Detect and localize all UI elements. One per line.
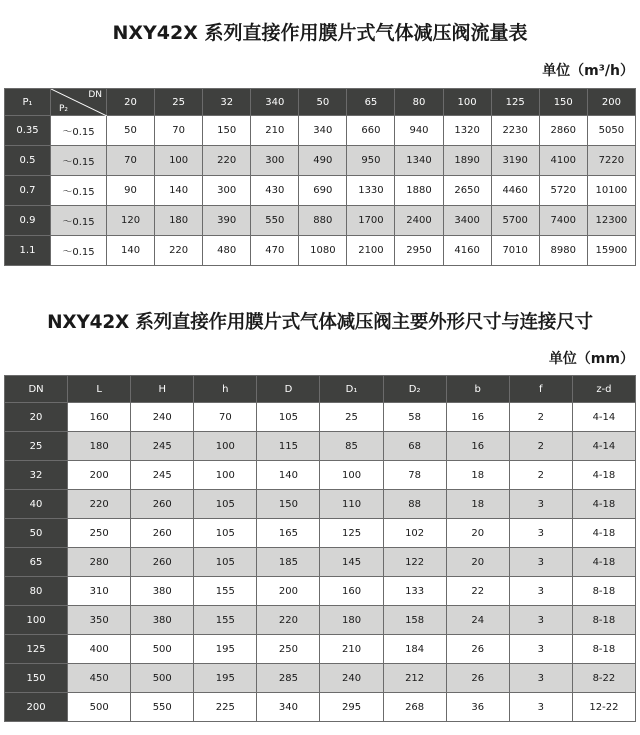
table-cell: 2 xyxy=(509,461,572,490)
table-cell: 36 xyxy=(446,693,509,722)
table-cell: 5050 xyxy=(587,116,635,146)
row-header-p1: 0.35 xyxy=(5,116,51,146)
table-cell: 3 xyxy=(509,548,572,577)
col-header: f xyxy=(509,376,572,403)
table-cell: 240 xyxy=(131,403,194,432)
dims-table-title: NXY42X 系列直接作用膜片式气体减压阀主要外形尺寸与连接尺寸 xyxy=(47,312,593,333)
table-cell: 3 xyxy=(509,606,572,635)
table-cell: 7400 xyxy=(539,206,587,236)
table-cell: 180 xyxy=(68,432,131,461)
table-cell: 3 xyxy=(509,664,572,693)
table-cell: 3 xyxy=(509,577,572,606)
table-cell: 940 xyxy=(395,116,443,146)
col-header: h xyxy=(194,376,257,403)
row-header-dn: 32 xyxy=(5,461,68,490)
table-cell: 2400 xyxy=(395,206,443,236)
col-header-dn-value: 65 xyxy=(347,89,395,116)
row-header-p1: 0.7 xyxy=(5,176,51,206)
table-cell: 4-18 xyxy=(572,548,635,577)
table-cell: 5700 xyxy=(491,206,539,236)
table-cell: 220 xyxy=(203,146,251,176)
table-cell: 78 xyxy=(383,461,446,490)
table-cell: 4-18 xyxy=(572,519,635,548)
col-header-dn: DN xyxy=(88,90,102,100)
table-cell: 260 xyxy=(131,519,194,548)
table-cell: 105 xyxy=(194,490,257,519)
row-header-dn: 20 xyxy=(5,403,68,432)
table-cell: 16 xyxy=(446,403,509,432)
table-cell: 250 xyxy=(257,635,320,664)
table-cell: 4-18 xyxy=(572,490,635,519)
row-header-dn: 40 xyxy=(5,490,68,519)
table-cell: 100 xyxy=(320,461,383,490)
table-row xyxy=(5,403,636,432)
col-header-dn-value: 125 xyxy=(491,89,539,116)
col-header-dn-value: 25 xyxy=(155,89,203,116)
row-header-p1: 0.5 xyxy=(5,146,51,176)
table-cell: 4-18 xyxy=(572,461,635,490)
table-cell: 180 xyxy=(155,206,203,236)
row-header-dn: 50 xyxy=(5,519,68,548)
table-cell: 20 xyxy=(446,519,509,548)
table-cell: 260 xyxy=(131,490,194,519)
table-cell: 150 xyxy=(257,490,320,519)
cell-p2: ～0.15 xyxy=(51,236,107,266)
table-cell: 490 xyxy=(299,146,347,176)
table-cell: 340 xyxy=(257,693,320,722)
col-header: L xyxy=(68,376,131,403)
table-cell: 120 xyxy=(107,206,155,236)
table-cell: 340 xyxy=(299,116,347,146)
table-cell: 185 xyxy=(257,548,320,577)
table-cell: 300 xyxy=(251,146,299,176)
table-cell: 150 xyxy=(203,116,251,146)
table-cell: 88 xyxy=(383,490,446,519)
col-header-diagonal xyxy=(51,89,107,116)
col-header: b xyxy=(446,376,509,403)
table-cell: 155 xyxy=(194,577,257,606)
table-cell: 210 xyxy=(320,635,383,664)
table-cell: 450 xyxy=(68,664,131,693)
table-cell: 285 xyxy=(257,664,320,693)
table-cell: 8-18 xyxy=(572,635,635,664)
table-cell: 8-22 xyxy=(572,664,635,693)
cell-p2: ～0.15 xyxy=(51,146,107,176)
table-cell: 105 xyxy=(257,403,320,432)
table-cell: 550 xyxy=(131,693,194,722)
table-cell: 3400 xyxy=(443,206,491,236)
table-row xyxy=(5,116,636,146)
table-row xyxy=(5,519,636,548)
table-cell: 68 xyxy=(383,432,446,461)
table-cell: 295 xyxy=(320,693,383,722)
table-cell: 7010 xyxy=(491,236,539,266)
table-cell: 110 xyxy=(320,490,383,519)
table-cell: 8-18 xyxy=(572,606,635,635)
table-cell: 245 xyxy=(131,461,194,490)
table-cell: 1340 xyxy=(395,146,443,176)
table-cell: 390 xyxy=(203,206,251,236)
table-cell: 2 xyxy=(509,432,572,461)
table-cell: 115 xyxy=(257,432,320,461)
table-cell: 26 xyxy=(446,635,509,664)
table-cell: 8980 xyxy=(539,236,587,266)
row-header-dn: 200 xyxy=(5,693,68,722)
table-cell: 24 xyxy=(446,606,509,635)
dims-unit-label: 单位（mm） xyxy=(548,351,634,367)
flow-table-title: NXY42X 系列直接作用膜片式气体减压阀流量表 xyxy=(112,22,528,44)
table-row xyxy=(5,635,636,664)
col-header-dn-value: 340 xyxy=(251,89,299,116)
row-header-dn: 80 xyxy=(5,577,68,606)
col-header-p2: P₂ xyxy=(59,104,69,114)
table-cell: 2230 xyxy=(491,116,539,146)
table-cell: 26 xyxy=(446,664,509,693)
table-cell: 4-14 xyxy=(572,403,635,432)
table-row xyxy=(5,490,636,519)
table-cell: 58 xyxy=(383,403,446,432)
table-cell: 50 xyxy=(107,116,155,146)
table-cell: 380 xyxy=(131,606,194,635)
table-cell: 85 xyxy=(320,432,383,461)
table-cell: 133 xyxy=(383,577,446,606)
table-cell: 3 xyxy=(509,490,572,519)
col-header: D₂ xyxy=(383,376,446,403)
table-cell: 165 xyxy=(257,519,320,548)
col-header-dn-value: 20 xyxy=(107,89,155,116)
table-cell: 350 xyxy=(68,606,131,635)
table-cell: 220 xyxy=(257,606,320,635)
table-cell: 225 xyxy=(194,693,257,722)
dims-table xyxy=(4,375,636,722)
table-cell: 184 xyxy=(383,635,446,664)
cell-p2: ～0.15 xyxy=(51,176,107,206)
table-cell: 140 xyxy=(107,236,155,266)
table-cell: 12-22 xyxy=(572,693,635,722)
table-cell: 100 xyxy=(194,432,257,461)
col-header-p1: P₁ xyxy=(5,89,51,116)
table-cell: 260 xyxy=(131,548,194,577)
table-cell: 200 xyxy=(68,461,131,490)
table-cell: 140 xyxy=(155,176,203,206)
table-cell: 145 xyxy=(320,548,383,577)
table-cell: 1880 xyxy=(395,176,443,206)
table-row xyxy=(5,206,636,236)
cell-p2: ～0.15 xyxy=(51,116,107,146)
col-header: DN xyxy=(5,376,68,403)
table-cell: 880 xyxy=(299,206,347,236)
flow-table xyxy=(4,88,636,266)
row-header-dn: 125 xyxy=(5,635,68,664)
table-cell: 1890 xyxy=(443,146,491,176)
table-cell: 15900 xyxy=(587,236,635,266)
row-header-dn: 150 xyxy=(5,664,68,693)
table-cell: 160 xyxy=(68,403,131,432)
table-cell: 20 xyxy=(446,548,509,577)
table-cell: 250 xyxy=(68,519,131,548)
table-cell: 122 xyxy=(383,548,446,577)
table-row xyxy=(5,664,636,693)
table-cell: 2650 xyxy=(443,176,491,206)
table-cell: 7220 xyxy=(587,146,635,176)
table-cell: 310 xyxy=(68,577,131,606)
table-row xyxy=(5,176,636,206)
table-row xyxy=(5,432,636,461)
row-header-dn: 25 xyxy=(5,432,68,461)
table-cell: 2 xyxy=(509,403,572,432)
table-cell: 500 xyxy=(131,635,194,664)
col-header: D xyxy=(257,376,320,403)
table-row xyxy=(5,693,636,722)
col-header: H xyxy=(131,376,194,403)
table-cell: 195 xyxy=(194,635,257,664)
table-cell: 70 xyxy=(155,116,203,146)
row-header-p1: 0.9 xyxy=(5,206,51,236)
table-cell: 12300 xyxy=(587,206,635,236)
table-cell: 2100 xyxy=(347,236,395,266)
col-header-dn-value: 150 xyxy=(539,89,587,116)
table-cell: 4460 xyxy=(491,176,539,206)
table-cell: 18 xyxy=(446,490,509,519)
table-cell: 4100 xyxy=(539,146,587,176)
table-cell: 3190 xyxy=(491,146,539,176)
col-header-dn-value: 200 xyxy=(587,89,635,116)
table-cell: 5720 xyxy=(539,176,587,206)
table-row xyxy=(5,146,636,176)
table-cell: 300 xyxy=(203,176,251,206)
table-cell: 140 xyxy=(257,461,320,490)
table-cell: 1330 xyxy=(347,176,395,206)
table-row xyxy=(5,236,636,266)
table-cell: 950 xyxy=(347,146,395,176)
table-cell: 195 xyxy=(194,664,257,693)
col-header: z-d xyxy=(572,376,635,403)
table-cell: 1080 xyxy=(299,236,347,266)
table-cell: 158 xyxy=(383,606,446,635)
table-cell: 22 xyxy=(446,577,509,606)
table-cell: 1700 xyxy=(347,206,395,236)
table-cell: 220 xyxy=(68,490,131,519)
table-cell: 18 xyxy=(446,461,509,490)
table-cell: 280 xyxy=(68,548,131,577)
table-cell: 245 xyxy=(131,432,194,461)
table-cell: 380 xyxy=(131,577,194,606)
table-cell: 500 xyxy=(68,693,131,722)
table-cell: 212 xyxy=(383,664,446,693)
row-header-dn: 100 xyxy=(5,606,68,635)
table-cell: 660 xyxy=(347,116,395,146)
col-header-dn-value: 32 xyxy=(203,89,251,116)
col-header-dn-value: 50 xyxy=(299,89,347,116)
table-cell: 180 xyxy=(320,606,383,635)
table-cell: 102 xyxy=(383,519,446,548)
table-cell: 155 xyxy=(194,606,257,635)
table-cell: 90 xyxy=(107,176,155,206)
table-cell: 470 xyxy=(251,236,299,266)
row-header-p1: 1.1 xyxy=(5,236,51,266)
table-cell: 70 xyxy=(194,403,257,432)
table-cell: 500 xyxy=(131,664,194,693)
table-cell: 160 xyxy=(320,577,383,606)
col-header-dn-value: 100 xyxy=(443,89,491,116)
table-cell: 430 xyxy=(251,176,299,206)
table-cell: 4-14 xyxy=(572,432,635,461)
table-cell: 240 xyxy=(320,664,383,693)
table-cell: 25 xyxy=(320,403,383,432)
table-cell: 3 xyxy=(509,635,572,664)
table-cell: 70 xyxy=(107,146,155,176)
table-cell: 125 xyxy=(320,519,383,548)
table-cell: 690 xyxy=(299,176,347,206)
table-cell: 210 xyxy=(251,116,299,146)
table-row xyxy=(5,548,636,577)
table-cell: 2950 xyxy=(395,236,443,266)
table-cell: 105 xyxy=(194,519,257,548)
table-cell: 3 xyxy=(509,519,572,548)
table-cell: 105 xyxy=(194,548,257,577)
table-cell: 2860 xyxy=(539,116,587,146)
table-cell: 480 xyxy=(203,236,251,266)
table-cell: 220 xyxy=(155,236,203,266)
row-header-dn: 65 xyxy=(5,548,68,577)
table-row xyxy=(5,606,636,635)
table-cell: 3 xyxy=(509,693,572,722)
flow-unit-label: 单位（m³/h） xyxy=(542,63,634,79)
col-header: D₁ xyxy=(320,376,383,403)
table-cell: 100 xyxy=(155,146,203,176)
col-header-dn-value: 80 xyxy=(395,89,443,116)
table-cell: 8-18 xyxy=(572,577,635,606)
table-cell: 16 xyxy=(446,432,509,461)
table-row xyxy=(5,577,636,606)
cell-p2: ～0.15 xyxy=(51,206,107,236)
table-cell: 100 xyxy=(194,461,257,490)
table-cell: 200 xyxy=(257,577,320,606)
table-cell: 268 xyxy=(383,693,446,722)
table-cell: 10100 xyxy=(587,176,635,206)
table-cell: 1320 xyxy=(443,116,491,146)
table-cell: 400 xyxy=(68,635,131,664)
table-cell: 4160 xyxy=(443,236,491,266)
table-row xyxy=(5,461,636,490)
table-cell: 550 xyxy=(251,206,299,236)
